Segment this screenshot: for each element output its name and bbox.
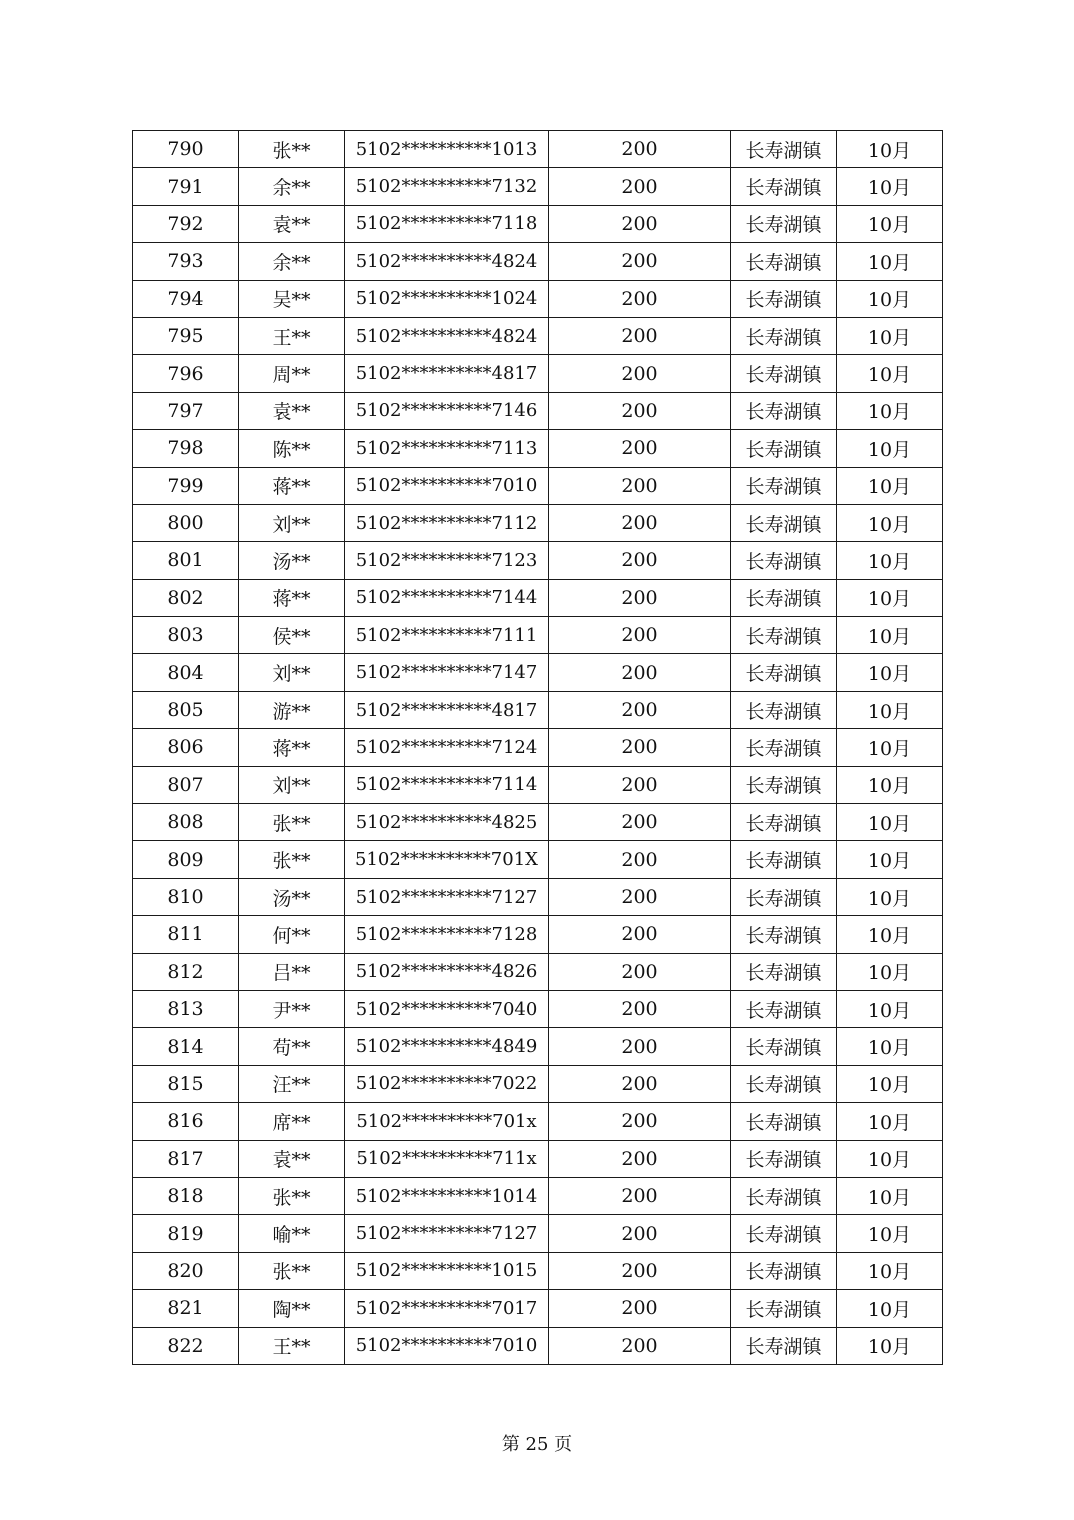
town-cell: 长寿湖镇 bbox=[731, 355, 837, 392]
table-row bbox=[133, 504, 943, 541]
name-cell: 吕** bbox=[239, 953, 345, 990]
town-cell: 长寿湖镇 bbox=[731, 317, 837, 354]
id-number-cell: 5102**********7113 bbox=[345, 430, 549, 467]
table-row bbox=[133, 1028, 943, 1065]
table-row bbox=[133, 729, 943, 766]
name-cell: 席** bbox=[239, 1103, 345, 1140]
table-row bbox=[133, 617, 943, 654]
month-cell: 10月 bbox=[837, 205, 943, 242]
month-cell: 10月 bbox=[837, 878, 943, 915]
row-number-cell: 812 bbox=[133, 953, 239, 990]
name-cell: 刘** bbox=[239, 654, 345, 691]
id-number-cell: 5102**********7132 bbox=[345, 168, 549, 205]
amount-cell: 200 bbox=[549, 131, 731, 168]
table-row bbox=[133, 1065, 943, 1102]
table-row bbox=[133, 1140, 943, 1177]
town-cell: 长寿湖镇 bbox=[731, 205, 837, 242]
table-row bbox=[133, 654, 943, 691]
row-number-cell: 790 bbox=[133, 131, 239, 168]
amount-cell: 200 bbox=[549, 542, 731, 579]
name-cell: 汤** bbox=[239, 542, 345, 579]
amount-cell: 200 bbox=[549, 355, 731, 392]
name-cell: 张** bbox=[239, 131, 345, 168]
id-number-cell: 5102**********7112 bbox=[345, 504, 549, 541]
row-number-cell: 795 bbox=[133, 317, 239, 354]
row-number-cell: 801 bbox=[133, 542, 239, 579]
table-row bbox=[133, 205, 943, 242]
table-row bbox=[133, 766, 943, 803]
table-row bbox=[133, 317, 943, 354]
id-number-cell: 5102**********7010 bbox=[345, 1327, 549, 1364]
id-number-cell: 5102**********4826 bbox=[345, 953, 549, 990]
id-number-cell: 5102**********4825 bbox=[345, 804, 549, 841]
row-number-cell: 794 bbox=[133, 280, 239, 317]
town-cell: 长寿湖镇 bbox=[731, 878, 837, 915]
table-row bbox=[133, 243, 943, 280]
town-cell: 长寿湖镇 bbox=[731, 1327, 837, 1364]
town-cell: 长寿湖镇 bbox=[731, 766, 837, 803]
table-row bbox=[133, 579, 943, 616]
name-cell: 袁** bbox=[239, 205, 345, 242]
row-number-cell: 810 bbox=[133, 878, 239, 915]
town-cell: 长寿湖镇 bbox=[731, 467, 837, 504]
amount-cell: 200 bbox=[549, 691, 731, 728]
month-cell: 10月 bbox=[837, 766, 943, 803]
id-number-cell: 5102**********4824 bbox=[345, 317, 549, 354]
name-cell: 何** bbox=[239, 916, 345, 953]
amount-cell: 200 bbox=[549, 579, 731, 616]
month-cell: 10月 bbox=[837, 430, 943, 467]
month-cell: 10月 bbox=[837, 1028, 943, 1065]
month-cell: 10月 bbox=[837, 729, 943, 766]
name-cell: 汪** bbox=[239, 1065, 345, 1102]
month-cell: 10月 bbox=[837, 990, 943, 1027]
id-number-cell: 5102**********7147 bbox=[345, 654, 549, 691]
name-cell: 苟** bbox=[239, 1028, 345, 1065]
table-row bbox=[133, 1215, 943, 1252]
month-cell: 10月 bbox=[837, 654, 943, 691]
month-cell: 10月 bbox=[837, 243, 943, 280]
row-number-cell: 818 bbox=[133, 1177, 239, 1214]
id-number-cell: 5102**********1015 bbox=[345, 1252, 549, 1289]
table-row bbox=[133, 804, 943, 841]
town-cell: 长寿湖镇 bbox=[731, 392, 837, 429]
amount-cell: 200 bbox=[549, 1177, 731, 1214]
town-cell: 长寿湖镇 bbox=[731, 1028, 837, 1065]
table-row bbox=[133, 131, 943, 168]
amount-cell: 200 bbox=[549, 1327, 731, 1364]
row-number-cell: 803 bbox=[133, 617, 239, 654]
amount-cell: 200 bbox=[549, 953, 731, 990]
row-number-cell: 808 bbox=[133, 804, 239, 841]
table-body bbox=[133, 131, 943, 1365]
row-number-cell: 802 bbox=[133, 579, 239, 616]
name-cell: 游** bbox=[239, 691, 345, 728]
name-cell: 张** bbox=[239, 1177, 345, 1214]
table-row bbox=[133, 691, 943, 728]
month-cell: 10月 bbox=[837, 467, 943, 504]
id-number-cell: 5102**********701X bbox=[345, 841, 549, 878]
id-number-cell: 5102**********4817 bbox=[345, 691, 549, 728]
name-cell: 周** bbox=[239, 355, 345, 392]
table-row bbox=[133, 1252, 943, 1289]
amount-cell: 200 bbox=[549, 766, 731, 803]
town-cell: 长寿湖镇 bbox=[731, 990, 837, 1027]
name-cell: 袁** bbox=[239, 1140, 345, 1177]
month-cell: 10月 bbox=[837, 1065, 943, 1102]
month-cell: 10月 bbox=[837, 691, 943, 728]
amount-cell: 200 bbox=[549, 1290, 731, 1327]
amount-cell: 200 bbox=[549, 1028, 731, 1065]
amount-cell: 200 bbox=[549, 617, 731, 654]
amount-cell: 200 bbox=[549, 990, 731, 1027]
row-number-cell: 800 bbox=[133, 504, 239, 541]
table-row bbox=[133, 916, 943, 953]
row-number-cell: 796 bbox=[133, 355, 239, 392]
amount-cell: 200 bbox=[549, 392, 731, 429]
month-cell: 10月 bbox=[837, 1290, 943, 1327]
month-cell: 10月 bbox=[837, 1103, 943, 1140]
row-number-cell: 792 bbox=[133, 205, 239, 242]
id-number-cell: 5102**********7127 bbox=[345, 878, 549, 915]
name-cell: 陶** bbox=[239, 1290, 345, 1327]
name-cell: 张** bbox=[239, 804, 345, 841]
table-row bbox=[133, 878, 943, 915]
name-cell: 蒋** bbox=[239, 467, 345, 504]
row-number-cell: 791 bbox=[133, 168, 239, 205]
amount-cell: 200 bbox=[549, 430, 731, 467]
id-number-cell: 5102**********7118 bbox=[345, 205, 549, 242]
name-cell: 陈** bbox=[239, 430, 345, 467]
month-cell: 10月 bbox=[837, 280, 943, 317]
town-cell: 长寿湖镇 bbox=[731, 729, 837, 766]
month-cell: 10月 bbox=[837, 579, 943, 616]
id-number-cell: 5102**********7017 bbox=[345, 1290, 549, 1327]
row-number-cell: 821 bbox=[133, 1290, 239, 1327]
amount-cell: 200 bbox=[549, 317, 731, 354]
id-number-cell: 5102**********7010 bbox=[345, 467, 549, 504]
id-number-cell: 5102**********7128 bbox=[345, 916, 549, 953]
table-row bbox=[133, 542, 943, 579]
month-cell: 10月 bbox=[837, 317, 943, 354]
amount-cell: 200 bbox=[549, 841, 731, 878]
row-number-cell: 797 bbox=[133, 392, 239, 429]
amount-cell: 200 bbox=[549, 729, 731, 766]
town-cell: 长寿湖镇 bbox=[731, 654, 837, 691]
name-cell: 袁** bbox=[239, 392, 345, 429]
amount-cell: 200 bbox=[549, 205, 731, 242]
town-cell: 长寿湖镇 bbox=[731, 1215, 837, 1252]
month-cell: 10月 bbox=[837, 916, 943, 953]
town-cell: 长寿湖镇 bbox=[731, 579, 837, 616]
amount-cell: 200 bbox=[549, 916, 731, 953]
row-number-cell: 798 bbox=[133, 430, 239, 467]
amount-cell: 200 bbox=[549, 654, 731, 691]
row-number-cell: 805 bbox=[133, 691, 239, 728]
table-row bbox=[133, 990, 943, 1027]
town-cell: 长寿湖镇 bbox=[731, 691, 837, 728]
town-cell: 长寿湖镇 bbox=[731, 953, 837, 990]
amount-cell: 200 bbox=[549, 504, 731, 541]
name-cell: 王** bbox=[239, 1327, 345, 1364]
table-row bbox=[133, 392, 943, 429]
name-cell: 喻** bbox=[239, 1215, 345, 1252]
town-cell: 长寿湖镇 bbox=[731, 1140, 837, 1177]
amount-cell: 200 bbox=[549, 280, 731, 317]
table-row bbox=[133, 1103, 943, 1140]
town-cell: 长寿湖镇 bbox=[731, 243, 837, 280]
name-cell: 余** bbox=[239, 168, 345, 205]
table-row bbox=[133, 467, 943, 504]
town-cell: 长寿湖镇 bbox=[731, 1252, 837, 1289]
month-cell: 10月 bbox=[837, 392, 943, 429]
row-number-cell: 811 bbox=[133, 916, 239, 953]
row-number-cell: 816 bbox=[133, 1103, 239, 1140]
amount-cell: 200 bbox=[549, 1140, 731, 1177]
id-number-cell: 5102**********701x bbox=[345, 1103, 549, 1140]
name-cell: 刘** bbox=[239, 504, 345, 541]
id-number-cell: 5102**********1013 bbox=[345, 131, 549, 168]
row-number-cell: 814 bbox=[133, 1028, 239, 1065]
table-row bbox=[133, 1327, 943, 1364]
table-row bbox=[133, 430, 943, 467]
town-cell: 长寿湖镇 bbox=[731, 131, 837, 168]
id-number-cell: 5102**********1014 bbox=[345, 1177, 549, 1214]
id-number-cell: 5102**********4817 bbox=[345, 355, 549, 392]
month-cell: 10月 bbox=[837, 804, 943, 841]
row-number-cell: 822 bbox=[133, 1327, 239, 1364]
id-number-cell: 5102**********7123 bbox=[345, 542, 549, 579]
name-cell: 侯** bbox=[239, 617, 345, 654]
town-cell: 长寿湖镇 bbox=[731, 916, 837, 953]
id-number-cell: 5102**********7040 bbox=[345, 990, 549, 1027]
month-cell: 10月 bbox=[837, 504, 943, 541]
id-number-cell: 5102**********7111 bbox=[345, 617, 549, 654]
table-row bbox=[133, 355, 943, 392]
amount-cell: 200 bbox=[549, 168, 731, 205]
town-cell: 长寿湖镇 bbox=[731, 430, 837, 467]
id-number-cell: 5102**********7144 bbox=[345, 579, 549, 616]
row-number-cell: 793 bbox=[133, 243, 239, 280]
town-cell: 长寿湖镇 bbox=[731, 542, 837, 579]
amount-cell: 200 bbox=[549, 1065, 731, 1102]
id-number-cell: 5102**********7146 bbox=[345, 392, 549, 429]
month-cell: 10月 bbox=[837, 953, 943, 990]
month-cell: 10月 bbox=[837, 617, 943, 654]
name-cell: 汤** bbox=[239, 878, 345, 915]
town-cell: 长寿湖镇 bbox=[731, 280, 837, 317]
town-cell: 长寿湖镇 bbox=[731, 1103, 837, 1140]
name-cell: 刘** bbox=[239, 766, 345, 803]
data-table bbox=[132, 130, 943, 1365]
month-cell: 10月 bbox=[837, 355, 943, 392]
month-cell: 10月 bbox=[837, 1177, 943, 1214]
month-cell: 10月 bbox=[837, 131, 943, 168]
town-cell: 长寿湖镇 bbox=[731, 1177, 837, 1214]
page-number: 第 25 页 bbox=[501, 1434, 573, 1455]
table-row bbox=[133, 280, 943, 317]
row-number-cell: 817 bbox=[133, 1140, 239, 1177]
name-cell: 余** bbox=[239, 243, 345, 280]
name-cell: 蒋** bbox=[239, 729, 345, 766]
town-cell: 长寿湖镇 bbox=[731, 1290, 837, 1327]
id-number-cell: 5102**********4849 bbox=[345, 1028, 549, 1065]
town-cell: 长寿湖镇 bbox=[731, 504, 837, 541]
amount-cell: 200 bbox=[549, 1252, 731, 1289]
id-number-cell: 5102**********711x bbox=[345, 1140, 549, 1177]
table-row bbox=[133, 1177, 943, 1214]
row-number-cell: 809 bbox=[133, 841, 239, 878]
month-cell: 10月 bbox=[837, 1215, 943, 1252]
name-cell: 尹** bbox=[239, 990, 345, 1027]
row-number-cell: 813 bbox=[133, 990, 239, 1027]
id-number-cell: 5102**********7114 bbox=[345, 766, 549, 803]
table-row bbox=[133, 841, 943, 878]
name-cell: 吴** bbox=[239, 280, 345, 317]
month-cell: 10月 bbox=[837, 1140, 943, 1177]
amount-cell: 200 bbox=[549, 1103, 731, 1140]
amount-cell: 200 bbox=[549, 1215, 731, 1252]
amount-cell: 200 bbox=[549, 243, 731, 280]
table-row bbox=[133, 953, 943, 990]
town-cell: 长寿湖镇 bbox=[731, 804, 837, 841]
row-number-cell: 806 bbox=[133, 729, 239, 766]
amount-cell: 200 bbox=[549, 467, 731, 504]
id-number-cell: 5102**********7124 bbox=[345, 729, 549, 766]
table-row bbox=[133, 1290, 943, 1327]
town-cell: 长寿湖镇 bbox=[731, 1065, 837, 1102]
row-number-cell: 820 bbox=[133, 1252, 239, 1289]
amount-cell: 200 bbox=[549, 878, 731, 915]
town-cell: 长寿湖镇 bbox=[731, 617, 837, 654]
id-number-cell: 5102**********7127 bbox=[345, 1215, 549, 1252]
id-number-cell: 5102**********7022 bbox=[345, 1065, 549, 1102]
row-number-cell: 815 bbox=[133, 1065, 239, 1102]
id-number-cell: 5102**********1024 bbox=[345, 280, 549, 317]
month-cell: 10月 bbox=[837, 1252, 943, 1289]
row-number-cell: 799 bbox=[133, 467, 239, 504]
name-cell: 张** bbox=[239, 1252, 345, 1289]
name-cell: 王** bbox=[239, 317, 345, 354]
name-cell: 蒋** bbox=[239, 579, 345, 616]
name-cell: 张** bbox=[239, 841, 345, 878]
table-row bbox=[133, 168, 943, 205]
row-number-cell: 804 bbox=[133, 654, 239, 691]
amount-cell: 200 bbox=[549, 804, 731, 841]
id-number-cell: 5102**********4824 bbox=[345, 243, 549, 280]
town-cell: 长寿湖镇 bbox=[731, 841, 837, 878]
row-number-cell: 819 bbox=[133, 1215, 239, 1252]
month-cell: 10月 bbox=[837, 542, 943, 579]
row-number-cell: 807 bbox=[133, 766, 239, 803]
month-cell: 10月 bbox=[837, 1327, 943, 1364]
town-cell: 长寿湖镇 bbox=[731, 168, 837, 205]
month-cell: 10月 bbox=[837, 168, 943, 205]
month-cell: 10月 bbox=[837, 841, 943, 878]
